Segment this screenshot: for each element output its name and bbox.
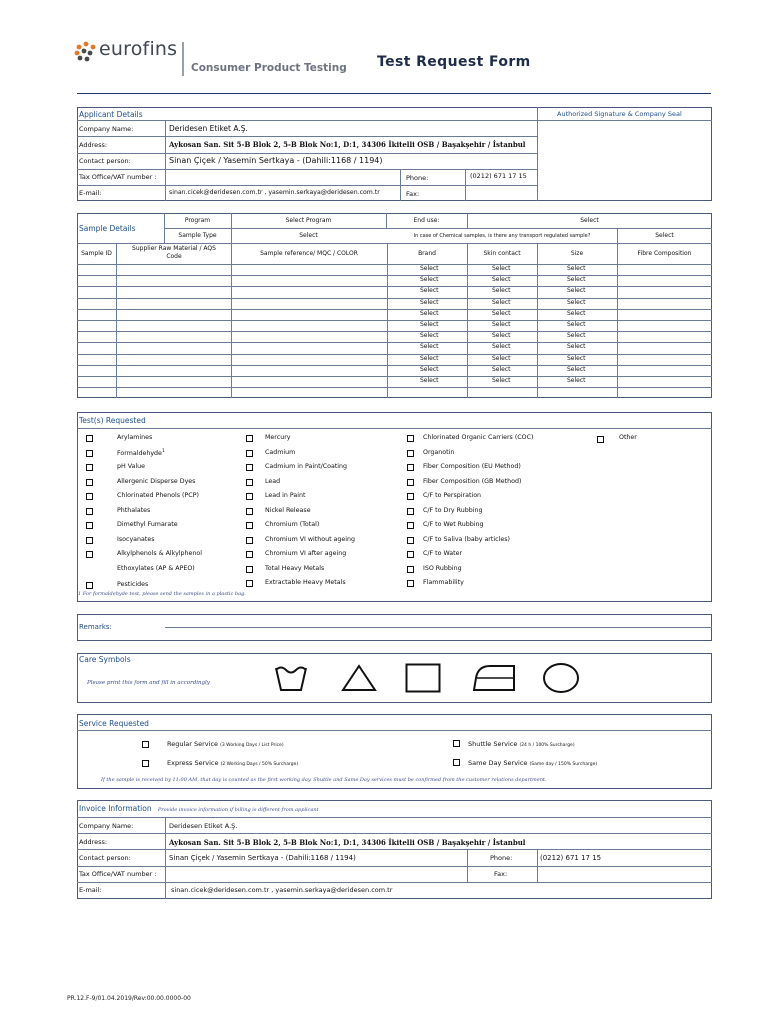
test-checkbox[interactable] <box>407 479 414 486</box>
same-day-service-note: (Same day / 150% Surcharge) <box>529 762 598 767</box>
remarks-input[interactable] <box>165 615 711 627</box>
skin-contact-select[interactable]: Select <box>492 287 511 295</box>
program-label: Program <box>184 217 211 224</box>
skin-contact-select[interactable]: Select <box>492 276 511 284</box>
regular-service-label: Regular Service <box>167 740 219 748</box>
test-label <box>265 492 305 499</box>
same-day-service-option <box>468 759 597 767</box>
sample-row-divider <box>77 342 712 343</box>
test-label-text: Phthalates <box>117 506 151 514</box>
brand-select[interactable]: Select <box>420 276 439 284</box>
brand-select[interactable]: Select <box>420 287 439 295</box>
skin-contact-select[interactable]: Select <box>492 332 511 340</box>
program-select[interactable]: Select Program <box>285 217 332 224</box>
test-checkbox[interactable] <box>86 551 93 558</box>
phone-field[interactable]: (0212) 671 17 15 <box>470 172 527 180</box>
test-checkbox[interactable] <box>86 493 93 500</box>
test-label <box>265 579 346 586</box>
test-checkbox[interactable] <box>246 464 253 471</box>
skin-contact-select[interactable]: Select <box>492 377 511 384</box>
test-label <box>423 463 521 470</box>
test-label-text: Fiber Composition (EU Method) <box>423 463 521 470</box>
invoice-address-field[interactable]: Aykosan San. Sit 5-B Blok 2, 5-B Blok No:1, D:1, 34306 İkitelli OSB / Başakşehir / İstanbul <box>169 838 526 847</box>
invoice-title-row <box>79 804 319 813</box>
test-checkbox[interactable] <box>407 435 414 442</box>
test-label-text: Arylamines <box>117 434 153 441</box>
sample-type-select[interactable]: Select <box>299 232 318 239</box>
test-checkbox[interactable] <box>407 580 414 587</box>
sample-section-title: Sample Details <box>79 224 136 233</box>
test-label-text: Mercury <box>265 434 291 441</box>
test-label-text: C/F to Water <box>423 550 463 557</box>
email-field[interactable]: sinan.cicek@deridesen.com.tr , yasemin.serkaya@deridesen.com.tr <box>169 189 380 196</box>
brand-select[interactable]: Select <box>420 298 439 306</box>
care-box <box>77 653 712 703</box>
brand-select[interactable]: Select <box>420 265 439 272</box>
test-label <box>117 478 195 485</box>
logo-divider <box>182 42 184 76</box>
size-select[interactable]: Select <box>567 276 586 284</box>
test-label <box>265 550 346 557</box>
bleaching-symbol-icon[interactable] <box>341 664 377 692</box>
test-label <box>117 565 195 572</box>
contact-label: Contact person: <box>79 157 131 165</box>
sample-type-label: Sample Type <box>178 232 217 239</box>
size-select[interactable]: Select <box>567 365 586 373</box>
fax-label: Fax: <box>406 190 420 198</box>
care-section-title: Care Symbols <box>79 655 131 664</box>
chemical-question: In case of Chemical samples, is there any transport regulated sample? <box>413 233 591 239</box>
shuttle-service-option <box>468 740 575 748</box>
skin-contact-select[interactable]: Select <box>492 298 511 306</box>
size-select[interactable]: Select <box>567 309 586 317</box>
test-checkbox[interactable] <box>86 479 93 486</box>
ironing-symbol-icon[interactable] <box>472 664 516 692</box>
test-label-text: Lead in Paint <box>265 492 306 499</box>
test-checkbox[interactable] <box>246 493 253 500</box>
address-field[interactable]: Aykosan San. Sit 5-B Blok 2, 5-B Blok No:1, D:1, 34306 İkitelli OSB / Başakşehir / İstanbul <box>169 140 526 149</box>
brand-select[interactable]: Select <box>420 332 439 340</box>
test-checkbox[interactable] <box>246 435 253 442</box>
size-select[interactable]: Select <box>567 377 586 384</box>
test-label-text: Total Heavy Metals <box>265 564 325 572</box>
test-label <box>423 521 483 528</box>
formaldehyde-footnote: 1 For formaldehyde test, please send the samples in a plastic bag. <box>78 591 246 597</box>
washing-symbol-icon[interactable] <box>274 664 308 692</box>
test-label <box>265 507 311 514</box>
sample-row-divider <box>77 387 712 388</box>
test-label <box>423 536 510 543</box>
test-label <box>423 492 481 499</box>
test-label <box>117 536 155 543</box>
brand-select[interactable]: Select <box>420 343 439 351</box>
test-label-text: Formaldehyde <box>117 449 162 457</box>
test-checkbox[interactable] <box>86 537 93 544</box>
size-select[interactable]: Select <box>567 287 586 295</box>
test-checkbox[interactable] <box>246 508 253 515</box>
invoice-contact-label: Contact person: <box>79 854 131 862</box>
invoice-section-title: Invoice Information <box>79 804 152 813</box>
skin-contact-select[interactable]: Select <box>492 365 511 373</box>
test-label-text: Chromium VI after ageing <box>265 550 347 557</box>
test-label-text: Organotin <box>423 448 455 456</box>
invoice-email-label: E-mail: <box>79 886 102 894</box>
test-checkbox[interactable] <box>407 566 414 573</box>
test-label-text: Chlorinated Organic Carriers (COC) <box>423 434 534 441</box>
invoice-tax-label: Tax Office/VAT number : <box>79 870 157 878</box>
test-checkbox[interactable] <box>407 537 414 544</box>
test-checkbox[interactable] <box>407 464 414 471</box>
test-label <box>265 478 280 485</box>
logo-subtitle: Consumer Product Testing <box>191 62 347 74</box>
size-select[interactable]: Select <box>567 354 586 362</box>
email-label: E-mail: <box>79 189 102 197</box>
test-label <box>117 521 178 528</box>
test-label-text: Cadmium <box>265 448 296 456</box>
skin-contact-select[interactable]: Select <box>492 265 511 272</box>
test-label-text: Dimethyl Fumarate <box>117 521 178 528</box>
skin-contact-select[interactable]: Select <box>492 309 511 317</box>
test-checkbox[interactable] <box>246 522 253 529</box>
end-use-select[interactable]: Select <box>580 217 599 224</box>
shuttle-service-label: Shuttle Service <box>468 740 518 748</box>
sample-row-divider <box>77 309 712 310</box>
test-label <box>117 492 199 499</box>
regular-service-note: (3 Working Days / List Price) <box>220 743 284 748</box>
test-label-text: Chromium VI without ageing <box>265 535 356 543</box>
col-brand: Brand <box>418 250 436 257</box>
test-label-text: C/F to Perspiration <box>423 492 482 499</box>
test-label-text: Nickel Release <box>265 506 311 514</box>
company-label: Company Name: <box>79 125 134 133</box>
col-size: Size <box>570 250 584 257</box>
logo-text: eurofins <box>99 38 178 60</box>
service-section-title: Service Requested <box>79 719 149 728</box>
test-label-text: C/F to Wet Rubbing <box>423 521 484 528</box>
form-title: Test Request Form <box>377 54 531 70</box>
skin-contact-select[interactable]: Select <box>492 354 511 362</box>
test-checkbox[interactable] <box>246 551 253 558</box>
sample-row-divider <box>77 376 712 377</box>
contact-field[interactable]: Sinan Çiçek / Yasemin Sertkaya - (Dahili:1168 / 1194) <box>169 156 383 165</box>
test-label-text: pH Value <box>117 463 146 470</box>
test-label-text: Lead <box>265 477 281 485</box>
test-label <box>117 550 202 557</box>
sample-row-divider <box>77 320 712 321</box>
test-label-text: Isocyanates <box>117 535 155 543</box>
brand-select[interactable]: Select <box>420 309 439 317</box>
test-label-text: Alkylphenols & Alkylphenol <box>117 550 203 557</box>
care-instruction: Please print this form and fill in accordingly <box>87 680 210 686</box>
test-label <box>423 579 464 586</box>
test-checkbox[interactable] <box>407 508 414 515</box>
sample-row-divider <box>77 354 712 355</box>
regular-service-option <box>167 740 284 748</box>
test-label-text: Flammability <box>423 579 464 586</box>
express-service-note: (2 Working Days / 50% Surcharge) <box>220 762 299 767</box>
test-checkbox[interactable] <box>246 537 253 544</box>
col-sample-reference: Sample reference/ MQC / COLOR <box>260 250 358 257</box>
test-label-text: Other <box>619 434 637 441</box>
test-label <box>117 463 145 470</box>
test-label <box>265 449 295 456</box>
col-sample-id: Sample ID <box>81 250 112 257</box>
col-fibre: Fibre Composition <box>637 250 692 257</box>
test-label <box>117 507 150 514</box>
phone-label: Phone: <box>406 174 429 182</box>
test-label <box>423 434 534 441</box>
invoice-fax-label: Fax: <box>494 870 508 878</box>
test-label <box>423 550 462 557</box>
col-skin-contact: Skin contact <box>483 250 521 257</box>
test-checkbox[interactable] <box>86 582 93 589</box>
invoice-company-label: Company Name: <box>79 822 134 830</box>
brand-select[interactable]: Select <box>420 321 439 328</box>
invoice-email-field[interactable]: sinan.cicek@deridesen.com.tr , yasemin.serkaya@deridesen.com.tr <box>171 886 393 894</box>
size-select[interactable]: Select <box>567 265 586 272</box>
header-divider <box>77 93 711 94</box>
invoice-phone-field[interactable]: (0212) 671 17 15 <box>540 854 602 862</box>
test-label-text: Cadmium in Paint/Coating <box>265 463 348 470</box>
address-label: Address: <box>79 141 108 149</box>
test-checkbox[interactable] <box>86 435 93 442</box>
test-label-text: ISO Rubbing <box>423 564 462 572</box>
signature-title: Authorized Signature & Company Seal <box>557 110 682 118</box>
invoice-address-label: Address: <box>79 838 108 846</box>
test-label-text: Extractable Heavy Metals <box>265 579 346 586</box>
test-label-text: Ethoxylates (AP & APEO) <box>117 564 195 572</box>
test-label-text: C/F to Saliva (baby articles) <box>423 535 510 543</box>
tests-section-title: Test(s) Requested <box>79 416 146 425</box>
test-label <box>423 565 462 572</box>
end-use-label: End use: <box>413 217 440 224</box>
size-select[interactable]: Select <box>567 332 586 340</box>
skin-contact-select[interactable]: Select <box>492 343 511 351</box>
test-label <box>265 434 291 441</box>
test-label-text: Chromium (Total) <box>265 521 320 528</box>
test-checkbox[interactable] <box>86 464 93 471</box>
chemical-select[interactable]: Select <box>655 232 674 239</box>
brand-select[interactable]: Select <box>420 377 439 384</box>
sample-row-divider <box>77 286 712 287</box>
invoice-contact-field[interactable]: Sinan Çiçek / Yasemin Sertkaya - (Dahili:1168 / 1194) <box>169 854 356 862</box>
test-checkbox[interactable] <box>86 508 93 515</box>
test-label <box>423 449 454 456</box>
test-label <box>265 463 347 470</box>
test-label <box>265 565 324 572</box>
test-checkbox[interactable] <box>246 479 253 486</box>
invoice-company-field[interactable]: Deridesen Etiket A.Ş. <box>169 822 238 830</box>
dry-cleaning-symbol-icon[interactable] <box>542 662 580 694</box>
test-checkbox[interactable] <box>246 566 253 573</box>
formaldehyde-footnote-marker: 1 <box>161 448 165 454</box>
express-service-checkbox[interactable] <box>142 760 149 767</box>
test-checkbox[interactable] <box>407 493 414 500</box>
test-label <box>117 434 152 441</box>
applicant-section-title: Applicant Details <box>79 110 143 119</box>
same-day-service-label: Same Day Service <box>468 759 528 767</box>
test-checkbox[interactable] <box>246 580 253 587</box>
sample-row-divider <box>77 365 712 366</box>
tests-box <box>77 412 712 602</box>
size-select[interactable]: Select <box>567 321 586 328</box>
same-day-service-checkbox[interactable] <box>453 759 460 766</box>
test-checkbox[interactable] <box>597 436 604 443</box>
test-checkbox[interactable] <box>246 450 253 457</box>
form-code: PR.12.F-9/01.04.2019/Rev:00.00.0000-00 <box>67 995 191 1002</box>
tax-label: Tax Office/VAT number : <box>79 173 157 181</box>
test-checkbox[interactable] <box>407 551 414 558</box>
test-label-text: C/F to Dry Rubbing <box>423 506 483 514</box>
test-label-text: Pesticides <box>117 581 149 588</box>
express-service-label: Express Service <box>167 759 219 767</box>
test-checkbox[interactable] <box>86 450 93 457</box>
test-label-text: Allergenic Disperse Dyes <box>117 477 196 485</box>
eurofins-logo-icon <box>74 41 98 63</box>
express-service-option <box>167 759 298 767</box>
applicant-box <box>77 107 712 201</box>
remarks-label: Remarks: <box>79 623 112 631</box>
skin-contact-select[interactable]: Select <box>492 321 511 328</box>
invoice-section-note: Provide invoice information if billing is different from applicant <box>157 807 319 813</box>
test-checkbox[interactable] <box>86 522 93 529</box>
sample-row-divider <box>77 331 712 332</box>
sample-row-divider <box>77 275 712 276</box>
shuttle-service-note: (24 h / 100% Surcharge) <box>519 743 575 748</box>
test-label <box>423 507 482 514</box>
test-label <box>423 478 521 485</box>
test-label <box>265 521 319 528</box>
test-label <box>117 581 148 588</box>
test-label <box>265 536 355 543</box>
service-footnote: If the sample is received by 11:00 AM, that day is counted as the first working day. Shuttle and Same Day services must be confirmed from the customer relations department. <box>101 777 547 783</box>
test-label <box>619 434 637 441</box>
size-select[interactable]: Select <box>567 298 586 306</box>
invoice-phone-label: Phone: <box>490 854 513 862</box>
brand-select[interactable]: Select <box>420 354 439 362</box>
brand-select[interactable]: Select <box>420 365 439 373</box>
drying-symbol-icon[interactable] <box>405 663 441 693</box>
test-label-text: Fiber Composition (GB Method) <box>423 477 522 485</box>
size-select[interactable]: Select <box>567 343 586 351</box>
test-label-text: Chlorinated Phenols (PCP) <box>117 492 199 499</box>
company-field[interactable]: Deridesen Etiket A.Ş. <box>169 124 248 133</box>
regular-service-checkbox[interactable] <box>142 741 149 748</box>
shuttle-service-checkbox[interactable] <box>453 740 460 747</box>
col-supplier: Supplier Raw Material / AQS Code <box>132 245 216 260</box>
sample-row-divider <box>77 298 712 299</box>
test-checkbox[interactable] <box>407 522 414 529</box>
test-label <box>117 449 165 457</box>
test-checkbox[interactable] <box>407 450 414 457</box>
